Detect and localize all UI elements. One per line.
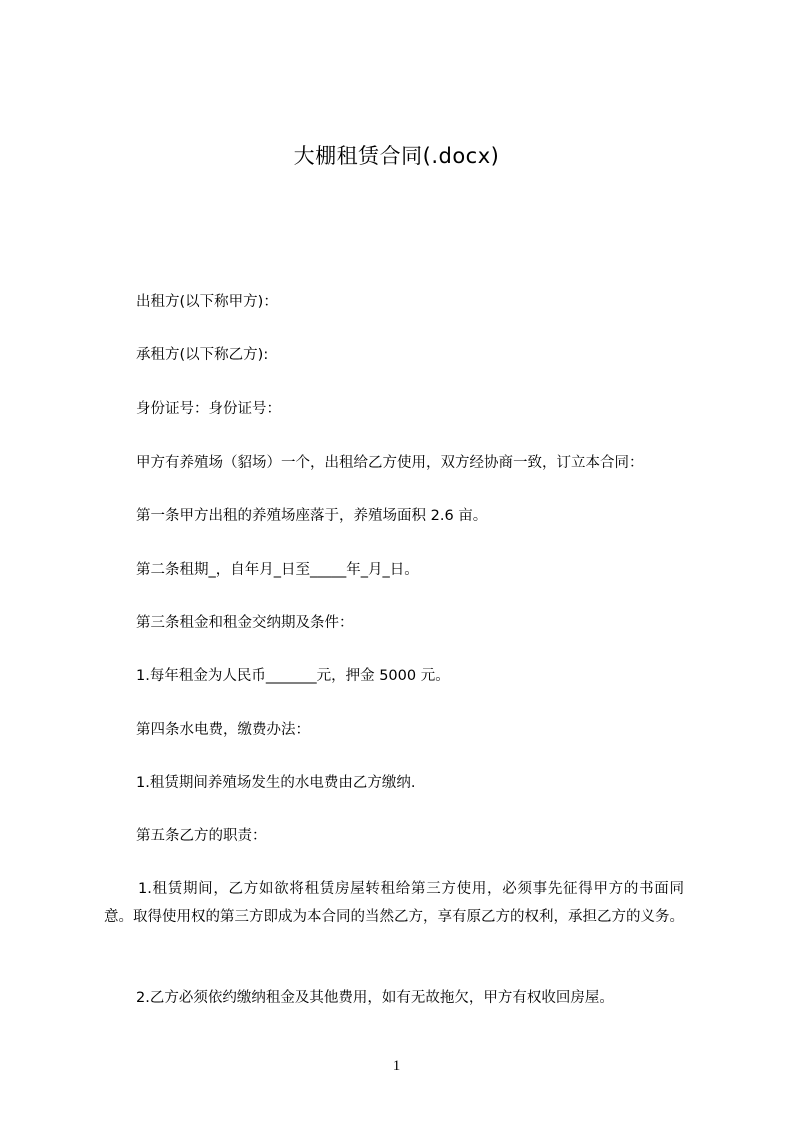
paragraph-preamble: 甲方有养殖场（貂场）一个，出租给乙方使用，双方经协商一致，订立本合同： — [136, 455, 644, 471]
paragraph-lessee: 承租方(以下称乙方): — [136, 347, 269, 363]
paragraph-id-numbers: 身份证号：身份证号： — [136, 401, 281, 417]
page-number: 1 — [392, 1058, 401, 1074]
document-title: 大棚租赁合同(.docx) — [293, 144, 500, 168]
paragraph-article-4: 第四条水电费，缴费办法： — [136, 722, 310, 738]
paragraph-article-4-item-1: 1.租赁期间养殖场发生的水电费由乙方缴纳. — [136, 775, 416, 791]
paragraph-article-5: 第五条乙方的职责： — [136, 828, 267, 844]
paragraph-article-3-item-1: 1.每年租金为人民币_______元，押金 5000 元。 — [136, 668, 450, 684]
paragraph-lessor: 出租方(以下称甲方)： — [136, 294, 278, 310]
paragraph-article-5-item-2: 2.乙方必须依约缴纳租金及其他费用，如有无故拖欠，甲方有权收回房屋。 — [136, 990, 614, 1006]
paragraph-article-3: 第三条租金和租金交纳期及条件： — [136, 615, 354, 631]
paragraph-article-5-item-1: 1.租赁期间，乙方如欲将租赁房屋转租给第三方使用，必须事先征得甲方的书面同意。取得使用权的第三方即成为本合同的当然乙方，享有原乙方的权利，承担乙方的义务。 — [104, 881, 684, 925]
paragraph-article-2: 第二条租期_，自年月_日至_____年_月_日。 — [136, 562, 419, 578]
paragraph-article-1: 第一条甲方出租的养殖场座落于，养殖场面积 2.6 亩。 — [136, 508, 488, 524]
